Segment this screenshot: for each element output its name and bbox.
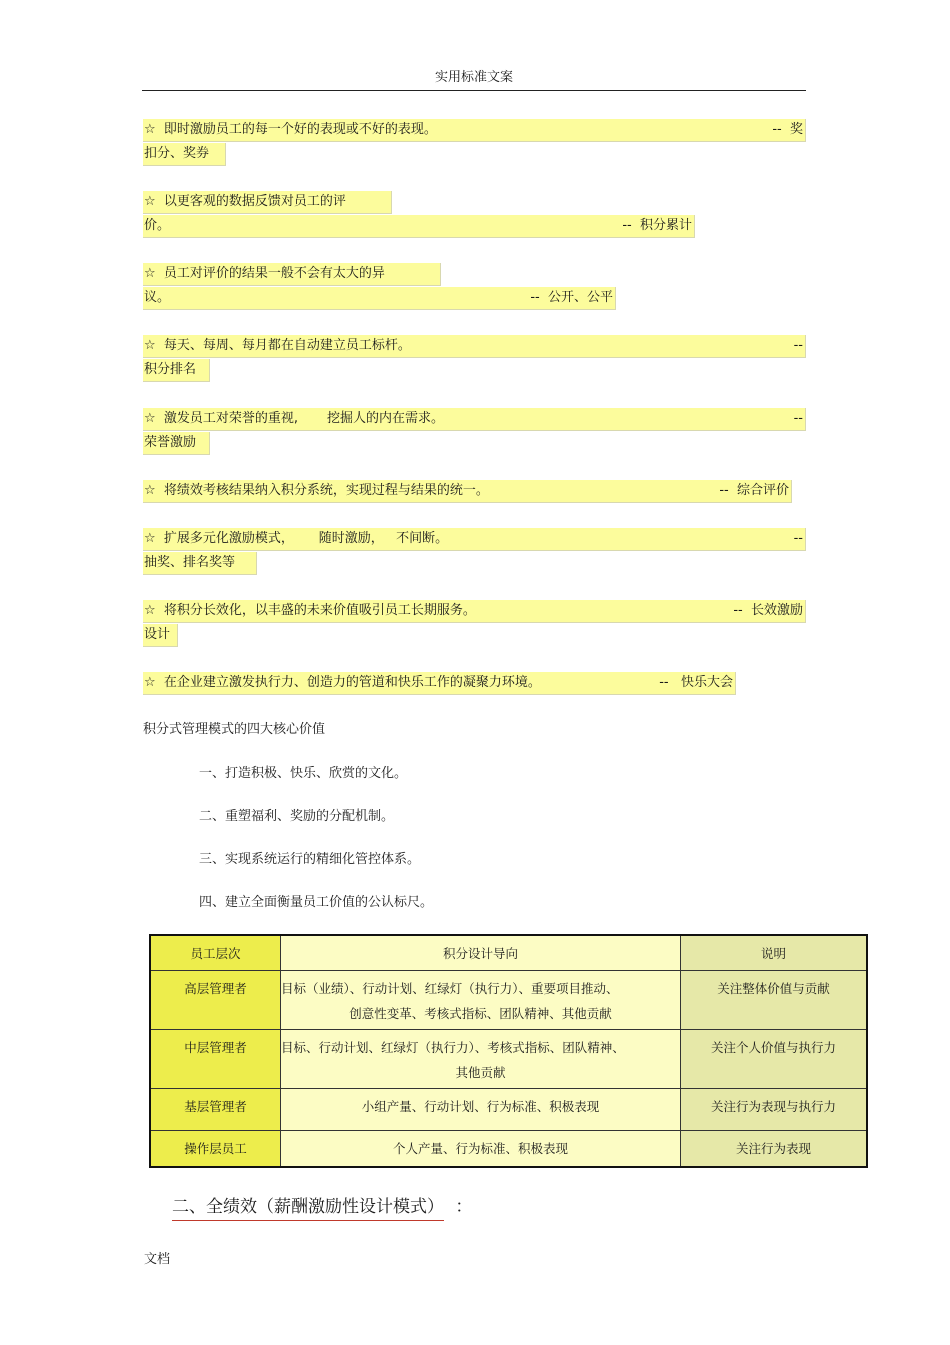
- table-row: [150, 1030, 867, 1089]
- bullet-item-9: [143, 672, 736, 695]
- bullet-item-text: ☆ 激发员工对荣誉的重视, 挖掘人的内在需求。: [144, 411, 444, 426]
- header-rule: [142, 90, 806, 91]
- bullet-item-text: ☆ 以更客观的数据反馈对员工的评: [144, 194, 346, 209]
- cell-note: 关注个人价值与执行力: [681, 1030, 868, 1089]
- table-row: [150, 1089, 867, 1131]
- bullet-item-continuation: [143, 552, 257, 575]
- cell-level: 操作层员工: [150, 1131, 281, 1168]
- bullet-item-text: ☆ 在企业建立激发执行力、创造力的管道和快乐工作的凝聚力环境。: [144, 675, 541, 690]
- bullet-item-text: ☆ 将积分长效化，以丰盛的未来价值吸引员工长期服务。: [144, 603, 476, 618]
- cell-guide-line: 目标（业绩）、行动计划、红绿灯（执行力）、重要项目推动、: [281, 981, 619, 996]
- table-row: [150, 971, 867, 1030]
- bullet-item-continuation: [143, 432, 210, 455]
- cell-level: 中层管理者: [150, 1030, 281, 1089]
- bullet-item-continuation: [143, 287, 616, 310]
- bullet-item-tag: -- 奖: [772, 122, 803, 137]
- core-value-item: 三、实现系统运行的精细化管控体系。: [199, 852, 421, 867]
- bullet-item-continuation: [143, 143, 226, 166]
- bullet-item-cont-text: 荣誉激励: [144, 435, 197, 450]
- points-design-table: [149, 934, 868, 1168]
- bullet-item-continuation: [143, 215, 695, 238]
- bullet-item-text: ☆ 扩展多元化激励模式， 随时激励， 不间断。: [144, 531, 449, 546]
- section-heading: [172, 1192, 472, 1217]
- bullet-item-tag: -- 公开、公平: [530, 290, 613, 305]
- section-heading-text: 二、全绩效（薪酬激励性设计模式）: [172, 1197, 444, 1221]
- bullet-item-tag: -- 综合评价: [719, 483, 789, 498]
- bullet-item-tag: -- 快乐大会: [659, 675, 733, 690]
- core-value-item: 二、重塑福利、奖励的分配机制。: [199, 809, 395, 824]
- core-value-item: 一、打造积极、快乐、欣赏的文化。: [199, 766, 408, 781]
- cell-guide: [281, 1030, 681, 1089]
- bullet-item-continuation: [143, 624, 178, 647]
- cell-guide-line: 创意性变革、考核式指标、团队精神、其他贡献: [349, 1006, 612, 1021]
- cell-level: 高层管理者: [150, 971, 281, 1030]
- section-heading-suffix: ：: [455, 1197, 473, 1217]
- bullet-item-4: [143, 335, 806, 358]
- col-header-guide: 积分设计导向: [281, 935, 681, 971]
- cell-note: 关注行为表现: [681, 1131, 868, 1168]
- bullet-item-1: [143, 119, 806, 142]
- bullet-item-text: ☆ 每天、每周、每月都在自动建立员工标杆。: [144, 338, 411, 353]
- bullet-item-text: ☆ 员工对评价的结果一般不会有太大的异: [144, 266, 385, 281]
- cell-guide-line: 目标、行动计划、红绿灯（执行力）、考核式指标、团队精神、: [281, 1040, 625, 1055]
- bullet-item-continuation: [143, 359, 210, 382]
- bullet-item-2: [143, 191, 392, 214]
- bullet-item-7: [143, 528, 806, 551]
- core-value-item: 四、建立全面衡量员工价值的公认标尺。: [199, 895, 434, 910]
- bullet-item-cont-text: 价。: [144, 218, 171, 233]
- col-header-note: 说明: [681, 935, 868, 971]
- col-header-level: 员工层次: [150, 935, 281, 971]
- cell-guide: 小组产量、行动计划、行为标准、积极表现: [281, 1089, 681, 1131]
- page-footer: 文档: [144, 1252, 171, 1267]
- bullet-item-3: [143, 263, 441, 286]
- bullet-item-8: [143, 600, 806, 623]
- bullet-item-5: [143, 408, 806, 431]
- cell-note: 关注整体价值与贡献: [681, 971, 868, 1030]
- cell-guide: [281, 971, 681, 1030]
- bullet-item-cont-text: 设计: [144, 627, 171, 642]
- bullet-item-tag: --: [793, 338, 803, 353]
- table-header-row: [150, 935, 867, 971]
- bullet-item-cont-text: 议。: [144, 290, 171, 305]
- bullet-item-cont-text: 扣分、奖券: [144, 146, 210, 161]
- page-header: 实用标准文案: [434, 70, 513, 85]
- bullet-item-tag: -- 积分累计: [622, 218, 692, 233]
- table-row: [150, 1131, 867, 1168]
- bullet-item-text: ☆ 即时激励员工的每一个好的表现或不好的表现。: [144, 122, 437, 137]
- bullet-item-tag: --: [793, 531, 803, 546]
- cell-note: 关注行为表现与执行力: [681, 1089, 868, 1131]
- bullet-item-text: ☆ 将绩效考核结果纳入积分系统，实现过程与结果的统一。: [144, 483, 489, 498]
- bullet-item-tag: -- 长效激励: [733, 603, 803, 618]
- bullet-item-tag: --: [793, 411, 803, 426]
- cell-guide-line: 其他贡献: [455, 1065, 506, 1080]
- cell-level: 基层管理者: [150, 1089, 281, 1131]
- bullet-item-cont-text: 抽奖、排名奖等: [144, 555, 236, 570]
- core-values-title: 积分式管理模式的四大核心价值: [143, 722, 326, 737]
- bullet-item-cont-text: 积分排名: [144, 362, 197, 377]
- bullet-item-6: [143, 480, 792, 503]
- cell-guide: 个人产量、行为标准、积极表现: [281, 1131, 681, 1168]
